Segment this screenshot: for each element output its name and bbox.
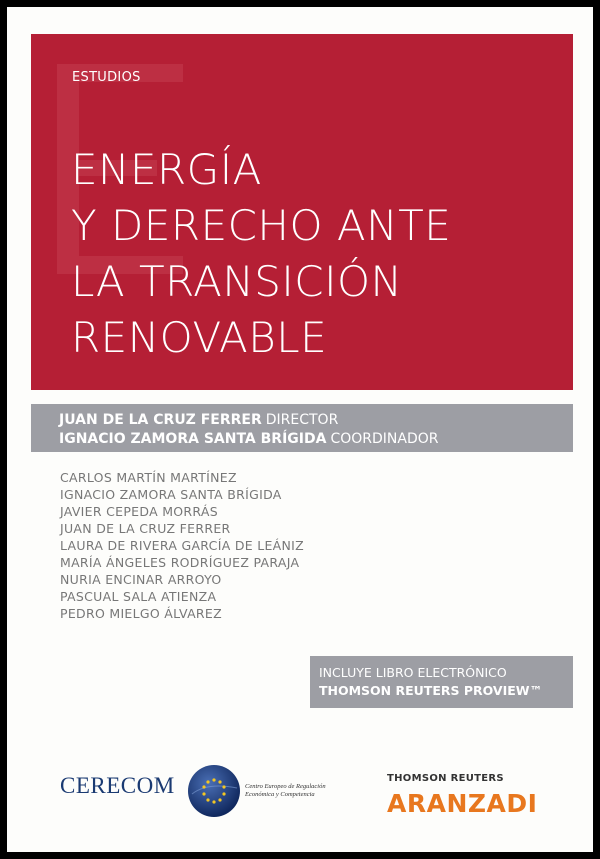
eu-globe-icon [187, 764, 241, 818]
author-name: JAVIER CEPEDA MORRÁS [60, 504, 218, 519]
author-name: JUAN DE LA CRUZ FERRER [60, 521, 231, 536]
author-name: PEDRO MIELGO ÁLVAREZ [60, 606, 222, 621]
book-title [71, 142, 571, 366]
title-line-2: Y DERECHO ANTE [71, 201, 452, 250]
coordinator-role: COORDINADOR [330, 431, 439, 447]
coordinator-name: IGNACIO ZAMORA SANTA BRÍGIDA [59, 431, 327, 447]
ebook-line-2: THOMSON REUTERS PROVIEW™ [319, 683, 543, 698]
publisher-imprint: THOMSON REUTERS [387, 773, 504, 784]
director-line [59, 412, 338, 428]
ebook-badge [310, 656, 573, 708]
title-panel [31, 34, 573, 390]
director-name: JUAN DE LA CRUZ FERRER [59, 412, 262, 428]
author-name: PASCUAL SALA ATIENZA [60, 589, 217, 604]
cerecom-logo-text: CERECOM [60, 773, 175, 798]
cerecom-logo [60, 773, 192, 799]
publisher-logo: ARANZADI [387, 789, 538, 818]
ebook-line-1: INCLUYE LIBRO ELECTRÓNICO [319, 665, 507, 680]
editors-band [31, 404, 573, 452]
coordinator-line [59, 431, 438, 447]
title-line-1: ENERGÍA [71, 145, 262, 194]
title-line-3: LA TRANSICIÓN [71, 257, 403, 306]
author-name: MARÍA ÁNGELES RODRÍGUEZ PARAJA [60, 555, 300, 570]
author-name: NURIA ENCINAR ARROYO [60, 572, 222, 587]
title-line-4: RENOVABLE [71, 313, 328, 362]
cerecom-subtitle: Centro Europeo de Regulación Económica y Competencia [245, 783, 326, 798]
author-name: LAURA DE RIVERA GARCÍA DE LEÁNIZ [60, 538, 305, 553]
author-name: IGNACIO ZAMORA SANTA BRÍGIDA [60, 487, 282, 502]
series-label: ESTUDIOS [72, 70, 141, 85]
author-list [60, 469, 304, 622]
book-cover [7, 7, 593, 852]
director-role: DIRECTOR [265, 412, 339, 428]
author-name: CARLOS MARTÍN MARTÍNEZ [60, 470, 237, 485]
